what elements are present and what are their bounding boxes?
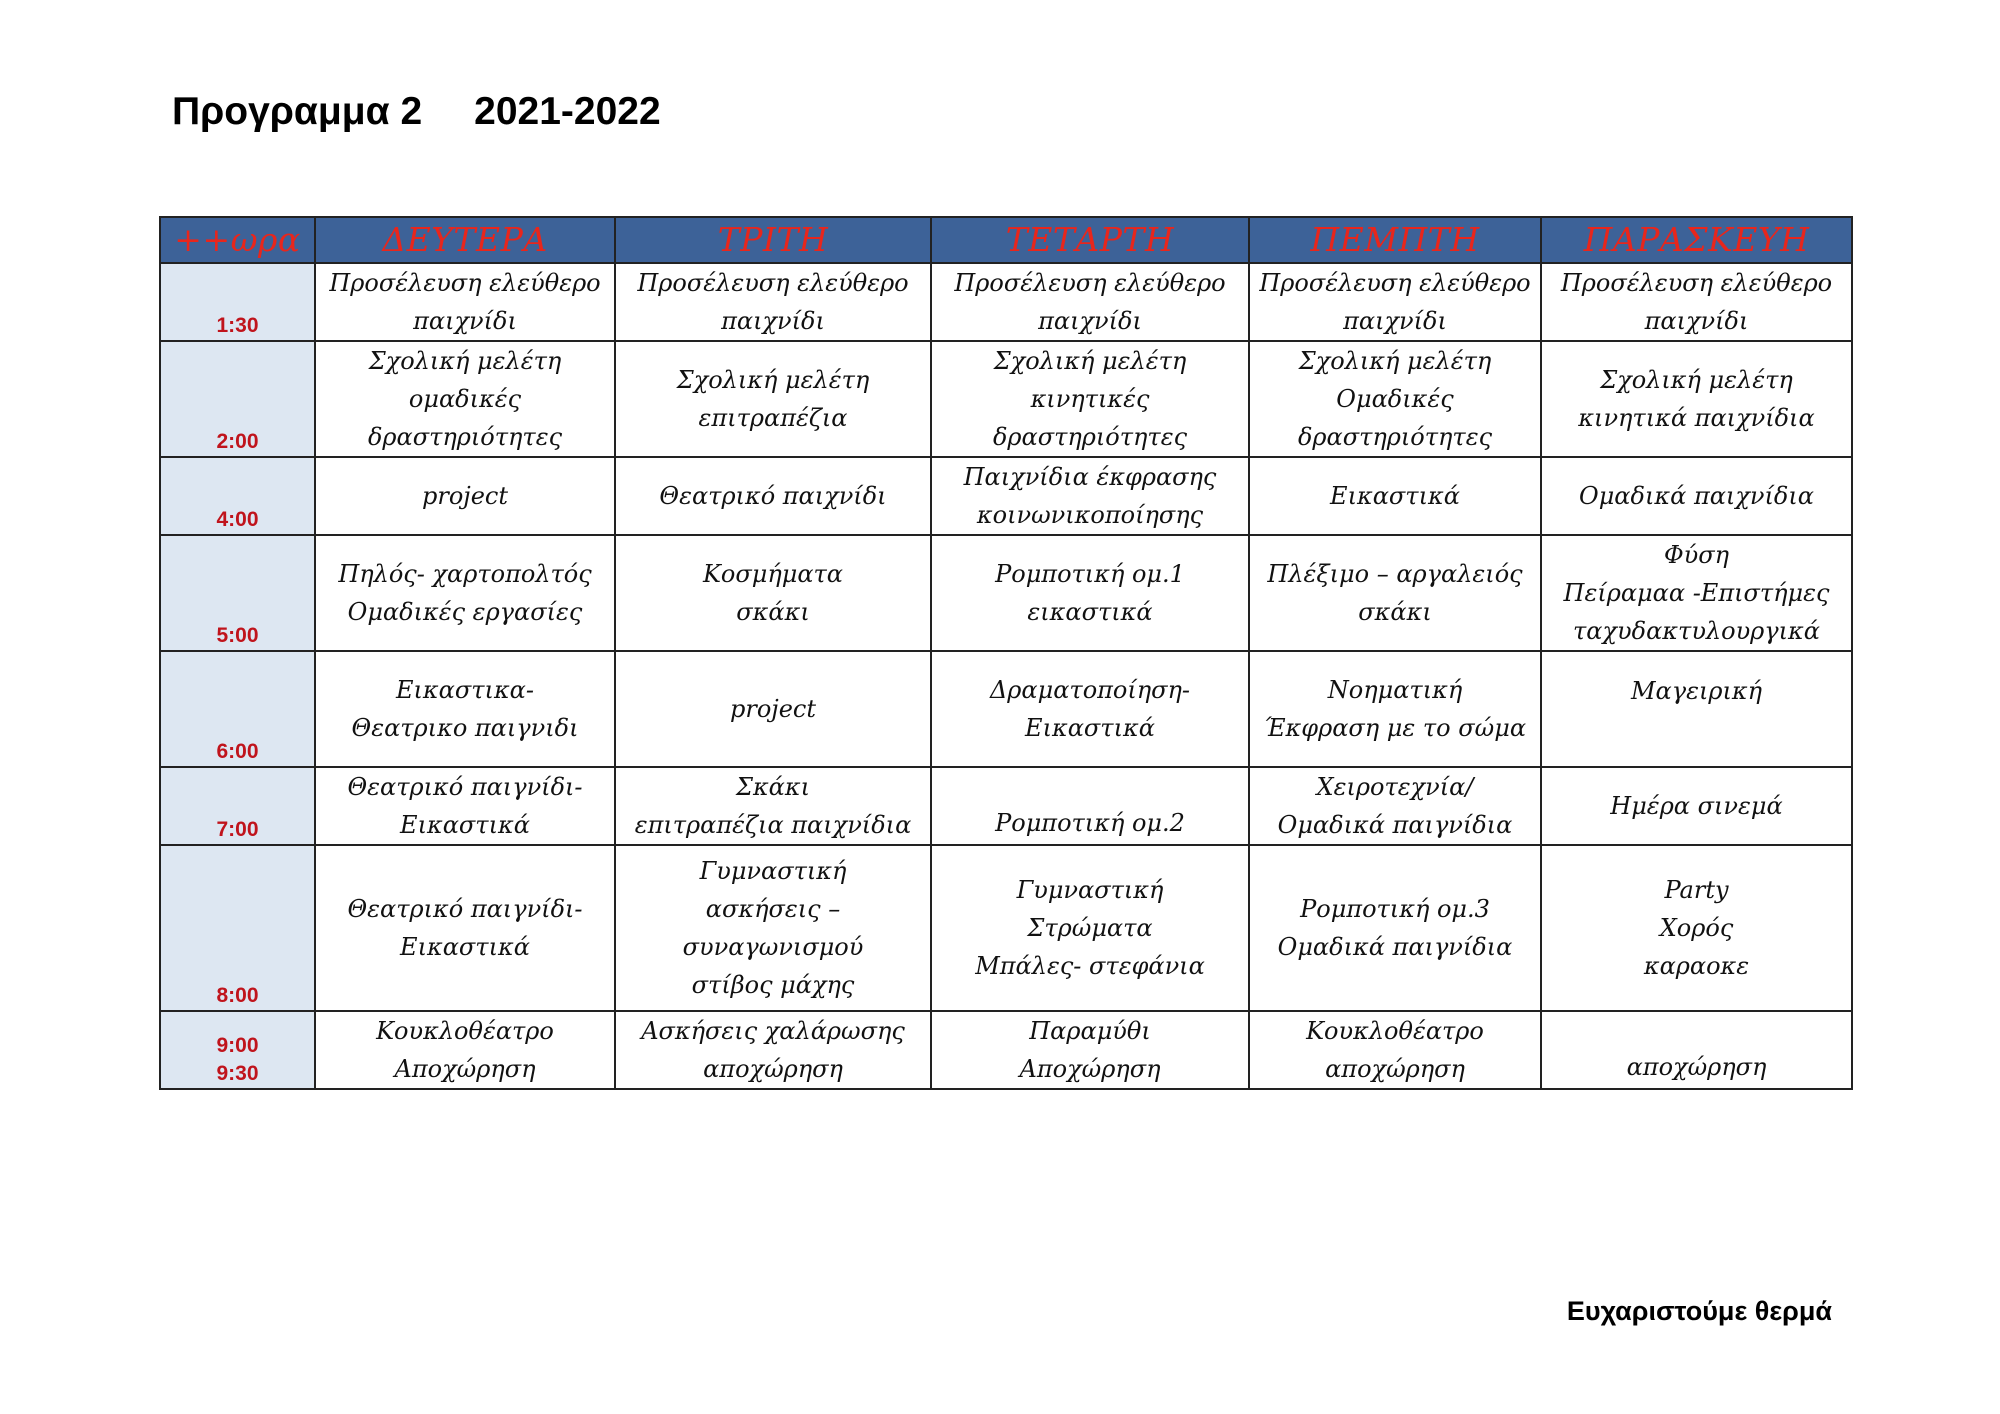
time-label: 9:30 [216,1062,259,1085]
time-slot [160,263,315,341]
activity-text: Έκφραση με το σώμα [1263,714,1527,742]
activity-text: αποχώρηση [1325,1055,1465,1083]
activity-text: επιτραπέζια παιχνίδια [634,811,912,839]
activity-cell-monday [315,535,615,651]
activity-cell-tuesday [615,845,931,1011]
activity-cell-tuesday [615,457,931,535]
time-label: 2:00 [216,430,259,453]
activity-text: Εικαστικά [1025,714,1155,742]
activity-text: Κοσμήματα [702,560,844,588]
activity-text: Κουκλοθέατρο [1306,1017,1484,1045]
activity-text: παιχνίδι [413,307,517,335]
activity-text: αποχώρηση [703,1055,843,1083]
activity-cell-monday [315,651,615,767]
activity-text: Σχολική μελέτη [1600,366,1793,394]
activity-cell-friday [1541,651,1852,767]
activity-cell-friday [1541,457,1852,535]
activity-cell-thursday [1249,1011,1541,1089]
activity-text: ασκήσεις – [705,895,841,923]
activity-text: αποχώρηση [1626,1053,1767,1081]
thanks-note: Ευχαριστούμε θερμά [1566,1296,1832,1326]
activity-cell-tuesday [615,651,931,767]
activity-text: Εικαστικά [1330,482,1460,510]
activity-cell-tuesday [615,767,931,845]
schedule-row [160,263,1852,341]
activity-text: Ομαδικά παιγνίδια [1277,811,1513,839]
activity-text: δραστηριότητες [992,423,1188,451]
time-column-header: ++ωρα [160,217,315,263]
activity-text: Μαγειρική [1630,677,1763,705]
activity-text: Θεατρικό παιγνίδι- [347,773,583,801]
activity-text: Ομαδικές εργασίες [347,598,583,626]
activity-text: εικαστικά [1027,598,1153,626]
activity-text: Στρώματα [1027,914,1153,942]
activity-text: παιχνίδι [1343,307,1447,335]
activity-cell-wednesday [931,457,1249,535]
activity-text: Χορός [1659,914,1734,942]
activity-text: Ομαδικές [1336,385,1454,413]
activity-text: παιχνίδι [1038,307,1142,335]
time-label: 5:00 [216,624,259,647]
activity-text: σκάκι [1358,598,1432,626]
activity-cell-friday [1541,1011,1852,1089]
activity-cell-monday [315,1011,615,1089]
activity-cell-friday [1541,845,1852,1011]
activity-text: Προσέλευση ελεύθερο [954,269,1226,297]
time-slot [160,1011,315,1089]
activity-cell-wednesday [931,845,1249,1011]
activity-cell-thursday [1249,767,1541,845]
activity-text: Θεατρικό παιγνίδι- [347,895,583,923]
header-row [160,217,1852,263]
activity-text: Θεατρικο παιγνιδι [351,714,579,742]
activity-text: Κουκλοθέατρο [376,1017,554,1045]
schedule-row [160,1011,1852,1089]
time-slot [160,341,315,457]
day-header-wednesday: ΤΕΤΑΡΤΗ [931,217,1249,263]
activity-text: στίβος μάχης [691,971,855,999]
activity-text: Φύση [1663,541,1730,569]
activity-text: επιτραπέζια [698,404,848,432]
activity-text: Δραματοποίηση- [989,676,1191,704]
activity-cell-thursday [1249,535,1541,651]
activity-text: παιχνίδι [721,307,825,335]
time-label: 9:00 [216,1034,259,1057]
activity-text: Σχολική μελέτη [676,366,870,394]
school-year: 2021-2022 [474,90,661,133]
time-slot [160,845,315,1011]
time-slot [160,457,315,535]
time-label: 1:30 [216,314,259,337]
activity-text: Αποχώρηση [1019,1055,1161,1083]
activity-cell-friday [1541,263,1852,341]
activity-cell-monday [315,341,615,457]
activity-text: Party [1664,876,1729,904]
activity-text: Νοηματική [1327,676,1463,704]
activity-cell-wednesday [931,535,1249,651]
page-title [172,88,661,136]
activity-text: Προσέλευση ελεύθερο [637,269,909,297]
activity-cell-friday [1541,767,1852,845]
program-name: Προγραμμα 2 [172,90,423,133]
activity-cell-tuesday [615,535,931,651]
activity-text: κοινωνικοποίησης [976,501,1204,529]
activity-text: Ομαδικά παιγνίδια [1277,933,1513,961]
activity-text: δραστηριότητες [367,423,563,451]
activity-text: Πλέξιμο – αργαλειός [1267,560,1523,588]
activity-text: Προσέλευση ελεύθερο [1560,269,1833,297]
activity-cell-wednesday [931,1011,1249,1089]
activity-text: Γυμναστική [699,857,847,885]
time-slot [160,651,315,767]
activity-text: Θεατρικό παιχνίδι [659,482,887,510]
activity-text: Σχολική μελέτη [368,347,562,375]
activity-text: Προσέλευση ελεύθερο [329,269,601,297]
activity-text: Μπάλες- στεφάνια [975,952,1205,980]
activity-text: Σκάκι [735,773,811,801]
activity-text: project [421,482,508,510]
time-label: 7:00 [216,818,259,841]
schedule-row [160,457,1852,535]
activity-cell-thursday [1249,845,1541,1011]
activity-text: δραστηριότητες [1297,423,1493,451]
activity-text: Σχολική μελέτη [993,347,1187,375]
schedule-row [160,845,1852,1011]
activity-cell-wednesday [931,651,1249,767]
time-slot [160,767,315,845]
activity-text: Πηλός- χαρτοπολτός [338,560,592,588]
activity-text: Παραμύθι [1029,1017,1151,1045]
activity-cell-tuesday [615,1011,931,1089]
activity-text: Ασκήσεις χαλάρωσης [641,1017,905,1045]
activity-text: συναγωνισμού [682,933,864,961]
activity-cell-tuesday [615,341,931,457]
day-header-monday: ΔΕΥΤΕΡΑ [315,217,615,263]
schedule-row [160,767,1852,845]
activity-text: Προσέλευση ελεύθερο [1259,269,1531,297]
activity-text: παιχνίδι [1644,307,1749,335]
time-label: 8:00 [216,984,259,1007]
time-slot [160,535,315,651]
day-header-tuesday: ΤΡΙΤΗ [615,217,931,263]
day-header-thursday: ΠΕΜΠΤΗ [1249,217,1541,263]
schedule-row [160,341,1852,457]
activity-cell-friday [1541,341,1852,457]
activity-text: Αποχώρηση [394,1055,536,1083]
weekly-schedule-table [159,216,1853,1090]
activity-cell-friday [1541,535,1852,651]
activity-cell-wednesday [931,341,1249,457]
time-label: 6:00 [216,740,259,763]
activity-text: Σχολική μελέτη [1298,347,1492,375]
activity-text: Εικαστικά [400,811,530,839]
activity-text: ταχυδακτυλουργικά [1573,617,1820,645]
activity-text: Γυμναστική [1016,876,1164,904]
activity-cell-thursday [1249,457,1541,535]
activity-text: κινητικά παιχνίδια [1578,404,1815,432]
activity-cell-monday [315,457,615,535]
activity-text: Ρομποτική ομ.3 [1300,895,1490,923]
activity-text: ομαδικές [408,385,522,413]
activity-cell-wednesday [931,263,1249,341]
activity-text: σκάκι [736,598,810,626]
activity-text: Χειροτεχνία/ [1316,773,1474,801]
activity-text: Παιχνίδια έκφρασης [963,463,1217,491]
activity-text: κινητικές [1030,385,1150,413]
day-header-friday: ΠΑΡΑΣΚΕΥΗ [1541,217,1852,263]
activity-cell-monday [315,263,615,341]
activity-text: Ρομποτική ομ.1 [995,560,1185,588]
activity-text: project [729,695,816,723]
activity-text: Ομαδικά παιχνίδια [1579,482,1814,510]
activity-text: Ρομποτική ομ.2 [995,809,1185,837]
schedule-row [160,535,1852,651]
time-label: 4:00 [216,508,259,531]
activity-cell-monday [315,845,615,1011]
activity-text: Ημέρα σινεμά [1610,792,1783,820]
activity-text: καραοκε [1643,952,1750,980]
activity-text: Εικαστικα- [396,676,534,704]
activity-cell-monday [315,767,615,845]
activity-text: Εικαστικά [400,933,530,961]
activity-cell-thursday [1249,263,1541,341]
activity-cell-wednesday [931,767,1249,845]
activity-cell-tuesday [615,263,931,341]
activity-text: Πείραμαα -Επιστήμες [1563,579,1830,607]
activity-cell-thursday [1249,341,1541,457]
schedule-row [160,651,1852,767]
activity-cell-thursday [1249,651,1541,767]
